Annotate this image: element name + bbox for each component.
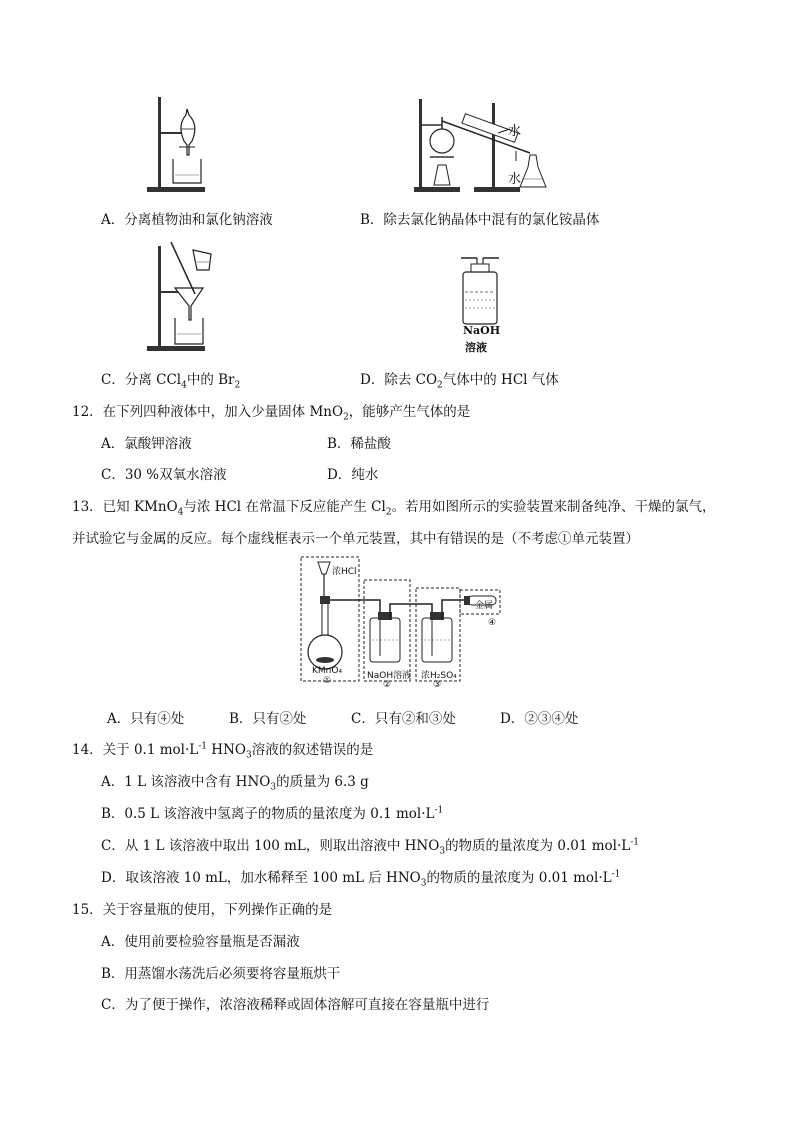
figure-unit-1: ① xyxy=(323,676,332,686)
figure-solution-label: 溶液 xyxy=(465,341,487,354)
q12-option-a: A．氯酸钾溶液 xyxy=(101,436,192,452)
q14-option-d: D．取该溶液 10 mL，加水稀释至 100 mL 后 $HNO_3$的物质的量浓度为 0.01 $mol\cdot L^{-1}$ xyxy=(101,869,621,889)
q15-option-b: B．用蒸馏水荡洗后必须要将容量瓶烘干 xyxy=(101,966,341,982)
figure-gas-washing-bottle xyxy=(455,252,505,327)
q14-option-b: B．0.5 L 该溶液中氢离子的物质的量浓度为 0.1 $mol\cdot L^{-1}$ xyxy=(101,805,444,822)
figure-naoh-label: NaOH xyxy=(463,324,501,337)
figure-chlorine-apparatus xyxy=(300,556,505,684)
q13-option-a: A．只有④处 xyxy=(107,711,185,727)
q12-option-b: B．稀盐酸 xyxy=(327,436,391,452)
question-14-stem: 14．关于 0.1 $mol\cdot L^{-1}$ $HNO_3$溶液的叙述错误的是 xyxy=(72,741,374,761)
q15-option-c: C．为了便于操作，浓溶液稀释或固体溶解可直接在容量瓶中进行 xyxy=(101,997,490,1013)
figure-metal-label: 金属 xyxy=(475,601,494,611)
figure-filtration xyxy=(145,240,220,355)
option-d: D．除去 $CO_2$气体中的 HCl 气体 xyxy=(360,372,559,391)
q15-option-a: A．使用前要检验容量瓶是否漏液 xyxy=(101,934,300,950)
figure-water-label-bottom: 水 xyxy=(508,172,522,187)
figure-water-label-top: 水 xyxy=(508,124,522,139)
figure-kmno4-label: KMnO₄ xyxy=(312,666,343,676)
figure-h2so4-label: 浓H₂SO₄ xyxy=(421,671,457,681)
figure-distillation xyxy=(412,95,552,195)
q12-option-d: D．纯水 xyxy=(327,467,379,483)
q12-option-c: C．30 %双氧水溶液 xyxy=(101,467,227,483)
option-c: C．分离 CCl$_4$中的 $Br_2$ xyxy=(101,372,241,391)
q13-option-d: D．②③④处 xyxy=(500,711,579,727)
figure-naoh-solution-label: NaOH溶液 xyxy=(367,671,412,681)
figure-conc-hcl-label: 浓HCl xyxy=(332,567,357,577)
figure-separatory-funnel xyxy=(145,95,215,195)
q14-option-a: A．1 L 该溶液中含有 $HNO_3$的质量为 6.3 g xyxy=(101,774,369,793)
figure-unit-4: ④ xyxy=(488,618,497,628)
option-a: A．分离植物油和氯化钠溶液 xyxy=(101,212,273,228)
q13-option-b: B．只有②处 xyxy=(229,711,307,727)
figure-unit-3: ③ xyxy=(433,680,442,690)
question-15-stem: 15．关于容量瓶的使用，下列操作正确的是 xyxy=(72,902,333,918)
question-13-stem-line1: 13．已知 KMnO$_4$与浓 HCl 在常温下反应能产生 $Cl_2$。若用如图所示的实验装置来制备纯净、干燥的氯气， xyxy=(72,499,716,518)
q14-option-c: C．从 1 L 该溶液中取出 100 mL，则取出溶液中 $HNO_3$的物质的量浓度为 0.01 $mol\cdot L^{-1}$ xyxy=(101,837,639,857)
option-b: B．除去氯化钠晶体中混有的氯化铵晶体 xyxy=(360,212,600,228)
q13-option-c: C．只有②和③处 xyxy=(351,711,456,727)
question-13-stem-line2: 并试验它与金属的反应。每个虚线框表示一个单元装置，其中有错误的是（不考虑①单元装置） xyxy=(72,531,639,547)
figure-unit-2: ② xyxy=(383,680,392,690)
question-12-stem: 12．在下列四种液体中，加入少量固体 MnO$_2$，能够产生气体的是 xyxy=(72,404,471,423)
